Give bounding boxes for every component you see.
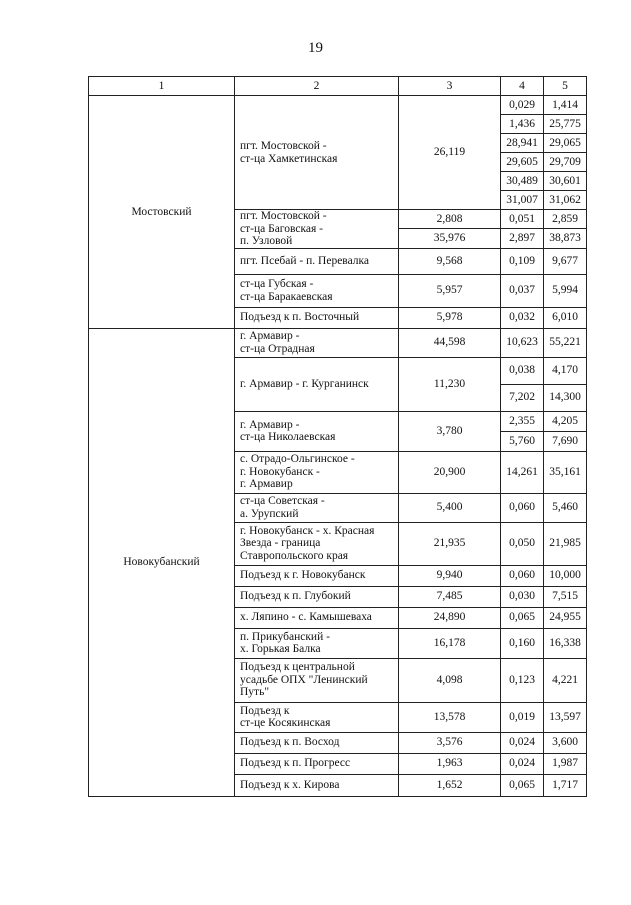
start-km-cell: 0,050	[501, 522, 544, 565]
length-cell: 44,598	[399, 328, 501, 357]
length-cell: 20,900	[399, 451, 501, 493]
length-cell: 9,568	[399, 248, 501, 274]
end-km-cell: 30,601	[544, 172, 587, 191]
start-km-cell: 0,109	[501, 248, 544, 274]
end-km-cell: 10,000	[544, 565, 587, 586]
end-km-cell: 29,709	[544, 153, 587, 172]
table-body	[89, 96, 587, 797]
end-km-cell: 29,065	[544, 134, 587, 153]
road-name-cell: г. Армавир - ст-ца Николаевская	[235, 411, 399, 451]
end-km-cell: 21,985	[544, 522, 587, 565]
start-km-cell: 31,007	[501, 191, 544, 210]
start-km-cell: 30,489	[501, 172, 544, 191]
road-name-cell: пгт. Мостовской - ст-ца Хамкетинская	[235, 96, 399, 210]
length-cell: 5,978	[399, 307, 501, 328]
page-number: 19	[308, 40, 323, 56]
length-cell: 3,780	[399, 411, 501, 451]
length-cell: 1,963	[399, 753, 501, 774]
start-km-cell: 0,160	[501, 628, 544, 658]
road-name-cell: г. Армавир - ст-ца Отрадная	[235, 328, 399, 357]
end-km-cell: 1,987	[544, 753, 587, 774]
end-km-cell: 16,338	[544, 628, 587, 658]
start-km-cell: 7,202	[501, 384, 544, 411]
end-km-cell: 7,515	[544, 586, 587, 607]
length-cell: 7,485	[399, 586, 501, 607]
road-name-cell: пгт. Псебай - п. Перевалка	[235, 248, 399, 274]
end-km-cell: 31,062	[544, 191, 587, 210]
table-header-row	[89, 77, 587, 96]
start-km-cell: 0,038	[501, 357, 544, 384]
road-name-cell: Подъезд к п. Прогресс	[235, 753, 399, 774]
district-cell: Мостовский	[89, 96, 235, 329]
start-km-cell: 0,037	[501, 274, 544, 307]
road-name-cell: Подъезд к п. Восход	[235, 732, 399, 753]
start-km-cell: 0,065	[501, 607, 544, 628]
start-km-cell: 1,436	[501, 115, 544, 134]
end-km-cell: 1,414	[544, 96, 587, 115]
road-name-cell: Подъезд к х. Кирова	[235, 774, 399, 796]
length-cell: 5,957	[399, 274, 501, 307]
start-km-cell: 29,605	[501, 153, 544, 172]
start-km-cell: 0,060	[501, 493, 544, 522]
district-cell: Новокубанский	[89, 328, 235, 796]
start-km-cell: 0,123	[501, 658, 544, 702]
start-km-cell: 0,019	[501, 702, 544, 732]
start-km-cell: 0,030	[501, 586, 544, 607]
start-km-cell: 2,355	[501, 411, 544, 431]
length-cell: 35,976	[399, 229, 501, 248]
start-km-cell: 0,065	[501, 774, 544, 796]
end-km-cell: 9,677	[544, 248, 587, 274]
length-cell: 3,576	[399, 732, 501, 753]
start-km-cell: 28,941	[501, 134, 544, 153]
length-cell: 16,178	[399, 628, 501, 658]
length-cell: 21,935	[399, 522, 501, 565]
road-name-cell: Подъезд к ст-це Косякинская	[235, 702, 399, 732]
road-name-cell: Подъезд к п. Восточный	[235, 307, 399, 328]
end-km-cell: 5,460	[544, 493, 587, 522]
length-cell: 13,578	[399, 702, 501, 732]
length-cell: 1,652	[399, 774, 501, 796]
start-km-cell: 10,623	[501, 328, 544, 357]
length-cell: 9,940	[399, 565, 501, 586]
road-name-cell: ст-ца Губская - ст-ца Баракаевская	[235, 274, 399, 307]
start-km-cell: 5,760	[501, 431, 544, 451]
start-km-cell: 14,261	[501, 451, 544, 493]
column-header: 5	[544, 77, 587, 96]
length-cell: 4,098	[399, 658, 501, 702]
road-name-cell: г. Новокубанск - х. Красная Звезда - граница Ставропольского края	[235, 522, 399, 565]
end-km-cell: 4,170	[544, 357, 587, 384]
length-cell: 26,119	[399, 96, 501, 210]
end-km-cell: 7,690	[544, 431, 587, 451]
road-name-cell: Подъезд к г. Новокубанск	[235, 565, 399, 586]
end-km-cell: 55,221	[544, 328, 587, 357]
column-header: 2	[235, 77, 399, 96]
table-row	[89, 328, 587, 357]
end-km-cell: 14,300	[544, 384, 587, 411]
road-name-cell: Подъезд к центральной усадьбе ОПХ "Ленинский Путь"	[235, 658, 399, 702]
start-km-cell: 0,029	[501, 96, 544, 115]
length-cell: 2,808	[399, 210, 501, 229]
start-km-cell: 2,897	[501, 229, 544, 248]
end-km-cell: 1,717	[544, 774, 587, 796]
table-row	[89, 96, 587, 115]
road-name-cell: х. Ляпино - с. Камышеваха	[235, 607, 399, 628]
road-name-cell: Подъезд к п. Глубокий	[235, 586, 399, 607]
length-cell: 11,230	[399, 357, 501, 411]
road-name-cell: п. Прикубанский - х. Горькая Балка	[235, 628, 399, 658]
column-header: 4	[501, 77, 544, 96]
end-km-cell: 3,600	[544, 732, 587, 753]
end-km-cell: 4,205	[544, 411, 587, 431]
start-km-cell: 0,060	[501, 565, 544, 586]
end-km-cell: 24,955	[544, 607, 587, 628]
end-km-cell: 2,859	[544, 210, 587, 229]
road-name-cell: ст-ца Советская - а. Урупский	[235, 493, 399, 522]
column-header: 3	[399, 77, 501, 96]
start-km-cell: 0,024	[501, 753, 544, 774]
roads-table	[88, 76, 587, 797]
end-km-cell: 5,994	[544, 274, 587, 307]
end-km-cell: 38,873	[544, 229, 587, 248]
length-cell: 5,400	[399, 493, 501, 522]
end-km-cell: 13,597	[544, 702, 587, 732]
end-km-cell: 4,221	[544, 658, 587, 702]
length-cell: 24,890	[399, 607, 501, 628]
road-name-cell: пгт. Мостовской - ст-ца Баговская - п. Узловой	[235, 210, 399, 249]
road-name-cell: г. Армавир - г. Курганинск	[235, 357, 399, 411]
road-name-cell: с. Отрадо-Ольгинское - г. Новокубанск - г. Армавир	[235, 451, 399, 493]
end-km-cell: 6,010	[544, 307, 587, 328]
start-km-cell: 0,051	[501, 210, 544, 229]
column-header: 1	[89, 77, 235, 96]
end-km-cell: 35,161	[544, 451, 587, 493]
start-km-cell: 0,024	[501, 732, 544, 753]
end-km-cell: 25,775	[544, 115, 587, 134]
start-km-cell: 0,032	[501, 307, 544, 328]
